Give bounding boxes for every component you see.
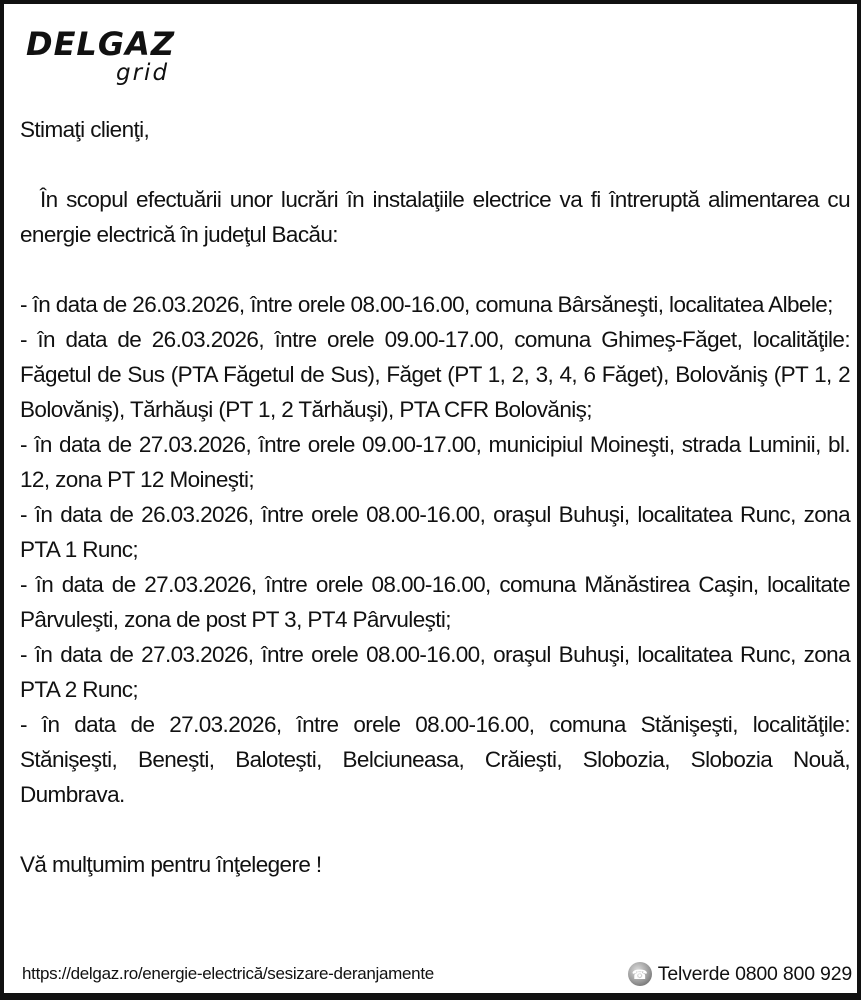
logo-sub: grid xyxy=(116,60,170,86)
outage-item: - în data de 26.03.2026, între orele 08.00-16.00, oraşul Buhuşi, localitatea Runc, zona PTA 1 Runc; xyxy=(20,502,850,562)
hotline xyxy=(628,962,852,986)
outage-item: - în data de 27.03.2026, între orele 09.00-17.00, municipiul Moineşti, strada Luminii, bl. 12, zona PT 12 Moineşti; xyxy=(20,432,850,492)
outage-list xyxy=(20,287,850,812)
outage-item: - în data de 27.03.2026, între orele 08.00-16.00, comuna Stănişeşti, localităţile: Stănişeşti, Beneşti, Baloteşti, Belciuneasa, Crăieşti, Slobozia, Slobozia Nouă, Dumbrava. xyxy=(20,712,850,807)
greeting: Stimaţi clienţi, xyxy=(20,117,150,142)
logo-brand: DELGAZ xyxy=(26,25,176,63)
outage-item: - în data de 26.03.2026, între orele 09.00-17.00, comuna Ghimeş-Făget, localităţile: Făgetul de Sus (PTA Făgetul de Sus), Făget (PT 1, 2, 3, 4, 6 Făget), Bolovăniş (PT 1, 2 Bolovăniş), Tărhăuşi (PT 1, 2 Tărhăuşi), PTA CFR Bolovăniş; xyxy=(20,327,850,422)
outage-report-link[interactable]: https://delgaz.ro/energie-electrică/sesizare-deranjamente xyxy=(22,964,434,983)
notice-body xyxy=(20,112,850,882)
outage-item: - în data de 27.03.2026, între orele 08.00-16.00, oraşul Buhuşi, localitatea Runc, zona PTA 2 Runc; xyxy=(20,642,850,702)
telephone-icon: ☎ xyxy=(628,962,652,986)
intro-paragraph: În scopul efectuării unor lucrări în instalaţiile electrice va fi întreruptă alimentarea cu energie electrică în judeţul Bacău: xyxy=(20,187,850,247)
footer xyxy=(22,962,852,988)
outage-item: - în data de 27.03.2026, între orele 08.00-16.00, comuna Mănăstirea Caşin, localitate Pârvuleşti, zona de post PT 3, PT4 Pârvuleşti; xyxy=(20,572,850,632)
hotline-number: Telverde 0800 800 929 xyxy=(657,962,852,985)
thanks-line: Vă mulţumim pentru înţelegere ! xyxy=(20,852,322,877)
delgaz-grid-logo xyxy=(26,26,186,86)
outage-item: - în data de 26.03.2026, între orele 08.00-16.00, comuna Bârsăneşti, localitatea Albele; xyxy=(20,292,833,317)
